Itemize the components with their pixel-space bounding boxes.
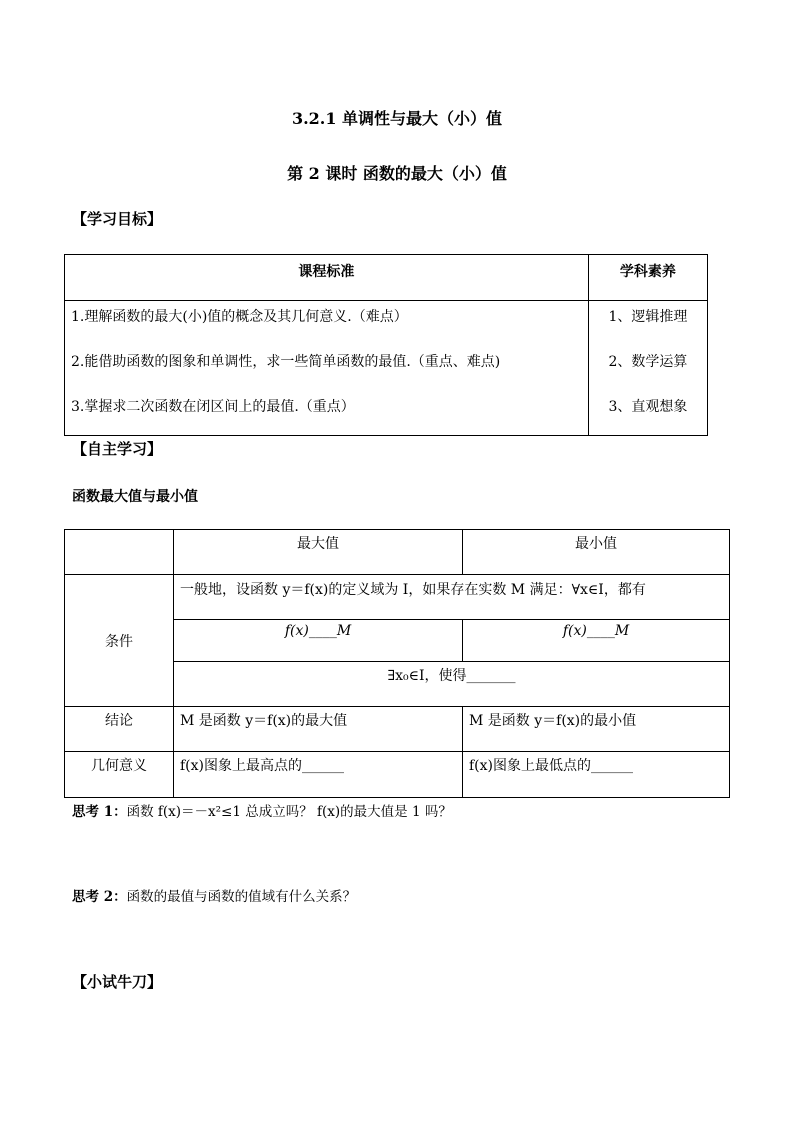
condition-text: 一般地，设函数 y＝f(x)的定义域为 I，如果存在实数 M 满足：∀x∈I，都有 bbox=[174, 575, 730, 620]
literacy-item: 3、直观想象 bbox=[608, 399, 688, 415]
max-geometry: f(x)图象上最高点的______ bbox=[174, 752, 463, 798]
page-subtitle: 第 2 课时 函数的最大（小）值 bbox=[287, 164, 507, 183]
corner-cell bbox=[65, 530, 174, 575]
page-title: 3.2.1 单调性与最大（小）值 bbox=[291, 109, 503, 128]
standards-cell bbox=[65, 301, 589, 436]
learning-goals-heading: 【学习目标】 bbox=[72, 210, 163, 228]
standard-item: 2.能借助函数的图象和单调性，求一些简单函数的最值.（重点、难点) bbox=[71, 354, 501, 370]
practice-heading: 【小试牛刀】 bbox=[72, 973, 163, 991]
self-study-heading: 【自主学习】 bbox=[72, 440, 163, 458]
learning-goals-table bbox=[64, 254, 708, 436]
max-min-table bbox=[64, 529, 730, 798]
min-geometry: f(x)图象上最低点的______ bbox=[463, 752, 730, 798]
think-2-text: 函数的最值与函数的值域有什么关系？ bbox=[126, 889, 357, 905]
think-question-2 bbox=[72, 885, 356, 905]
min-conclusion: M 是函数 y＝f(x)的最小值 bbox=[463, 707, 730, 752]
literacy-item: 2、数学运算 bbox=[608, 354, 688, 370]
think-1-label: 思考 1： bbox=[72, 804, 127, 820]
row-label-condition: 条件 bbox=[65, 575, 174, 707]
row-label-geometry: 几何意义 bbox=[65, 752, 174, 798]
col-header-min: 最小值 bbox=[463, 530, 730, 575]
row-label-conclusion: 结论 bbox=[65, 707, 174, 752]
max-conclusion: M 是函数 y＝f(x)的最大值 bbox=[174, 707, 463, 752]
literacy-item: 1、逻辑推理 bbox=[608, 309, 688, 325]
exists-condition: ∃x₀∈I，使得_______ bbox=[174, 662, 730, 707]
standard-item: 1.理解函数的最大(小)值的概念及其几何意义.（难点） bbox=[71, 309, 408, 325]
min-condition: f(x)____M bbox=[463, 620, 730, 662]
literacy-cell bbox=[588, 301, 707, 436]
col-header-standard: 课程标准 bbox=[65, 255, 589, 301]
think-1-text: 函数 f(x)＝－x²≤1 总成立吗？ f(x)的最大值是 1 吗？ bbox=[126, 804, 452, 820]
max-condition: f(x)____M bbox=[174, 620, 463, 662]
standard-item: 3.掌握求二次函数在闭区间上的最值.（重点） bbox=[71, 399, 355, 415]
think-question-1 bbox=[72, 800, 452, 820]
think-2-label: 思考 2： bbox=[72, 889, 127, 905]
col-header-literacy: 学科素养 bbox=[588, 255, 707, 301]
max-min-subheading: 函数最大值与最小值 bbox=[72, 489, 198, 505]
col-header-max: 最大值 bbox=[174, 530, 463, 575]
